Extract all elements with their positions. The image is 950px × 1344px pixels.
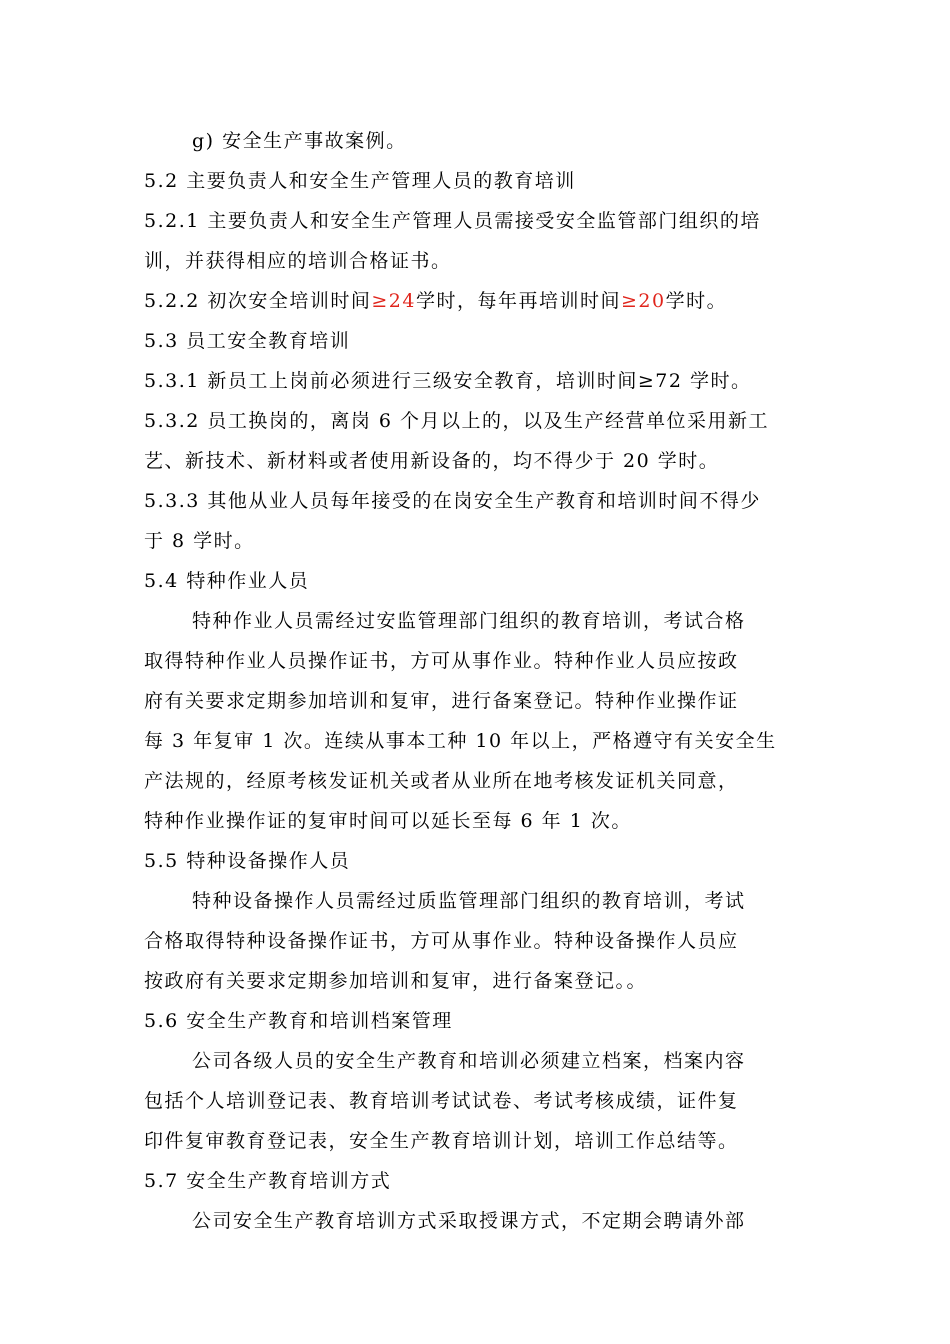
paragraph-line: 公司各级人员的安全生产教育和培训必须建立档案，档案内容 <box>192 1050 746 1072</box>
paragraph-line: 产法规的，经原考核发证机关或者从业所在地考核发证机关同意， <box>144 770 739 792</box>
paragraph-line: 艺、新技术、新材料或者使用新设备的，均不得少于 20 学时。 <box>144 450 720 472</box>
paragraph-line: 取得特种作业人员操作证书，方可从事作业。特种作业人员应按政 <box>144 650 739 672</box>
paragraph-line: 5.2.1 主要负责人和安全生产管理人员需接受安全监管部门组织的培 <box>144 210 761 232</box>
paragraph-line: 5.3.1 新员工上岗前必须进行三级安全教育，培训时间≥72 学时。 <box>144 370 752 392</box>
text-segment: 5.2.2 初次安全培训时间 <box>144 290 372 312</box>
paragraph-line: 特种作业操作证的复审时间可以延长至每 6 年 1 次。 <box>144 810 632 832</box>
list-item-g: g) 安全生产事故案例。 <box>192 130 407 152</box>
paragraph-line-5-2-2 <box>144 289 727 313</box>
paragraph-line: 每 3 年复审 1 次。连续从事本工种 10 年以上，严格遵守有关安全生 <box>144 730 777 752</box>
paragraph-line: 训，并获得相应的培训合格证书。 <box>144 250 452 272</box>
paragraph-line: 5.3.2 员工换岗的，离岗 6 个月以上的，以及生产经营单位采用新工 <box>144 410 770 432</box>
section-heading-5-3: 5.3 员工安全教育培训 <box>144 330 351 352</box>
paragraph-line: 包括个人培训登记表、教育培训考试试卷、考试考核成绩，证件复 <box>144 1090 739 1112</box>
text-segment: 学时，每年再培训时间 <box>416 290 622 312</box>
highlighted-value: ≥24 <box>371 290 416 312</box>
text-segment: 学时。 <box>665 290 728 312</box>
paragraph-line: 府有关要求定期参加培训和复审，进行备案登记。特种作业操作证 <box>144 690 739 712</box>
section-heading-5-2: 5.2 主要负责人和安全生产管理人员的教育培训 <box>144 170 576 192</box>
paragraph-line: 5.3.3 其他从业人员每年接受的在岗安全生产教育和培训时间不得少 <box>144 490 761 512</box>
paragraph-line: 于 8 学时。 <box>144 530 255 552</box>
paragraph-line: 合格取得特种设备操作证书，方可从事作业。特种设备操作人员应 <box>144 930 739 952</box>
paragraph-line: 按政府有关要求定期参加培训和复审，进行备案登记。。 <box>144 970 648 992</box>
highlighted-value: ≥20 <box>621 290 666 312</box>
section-heading-5-5: 5.5 特种设备操作人员 <box>144 850 351 872</box>
paragraph-line: 印件复审教育登记表，安全生产教育培训计划，培训工作总结等。 <box>144 1130 739 1152</box>
paragraph-line: 公司安全生产教育培训方式采取授课方式，不定期会聘请外部 <box>192 1210 746 1232</box>
section-heading-5-4: 5.4 特种作业人员 <box>144 570 310 592</box>
section-heading-5-7: 5.7 安全生产教育培训方式 <box>144 1170 392 1192</box>
paragraph-line: 特种设备操作人员需经过质监管理部门组织的教育培训，考试 <box>192 890 746 912</box>
section-heading-5-6: 5.6 安全生产教育和培训档案管理 <box>144 1010 453 1032</box>
paragraph-line: 特种作业人员需经过安监管理部门组织的教育培训，考试合格 <box>192 610 746 632</box>
